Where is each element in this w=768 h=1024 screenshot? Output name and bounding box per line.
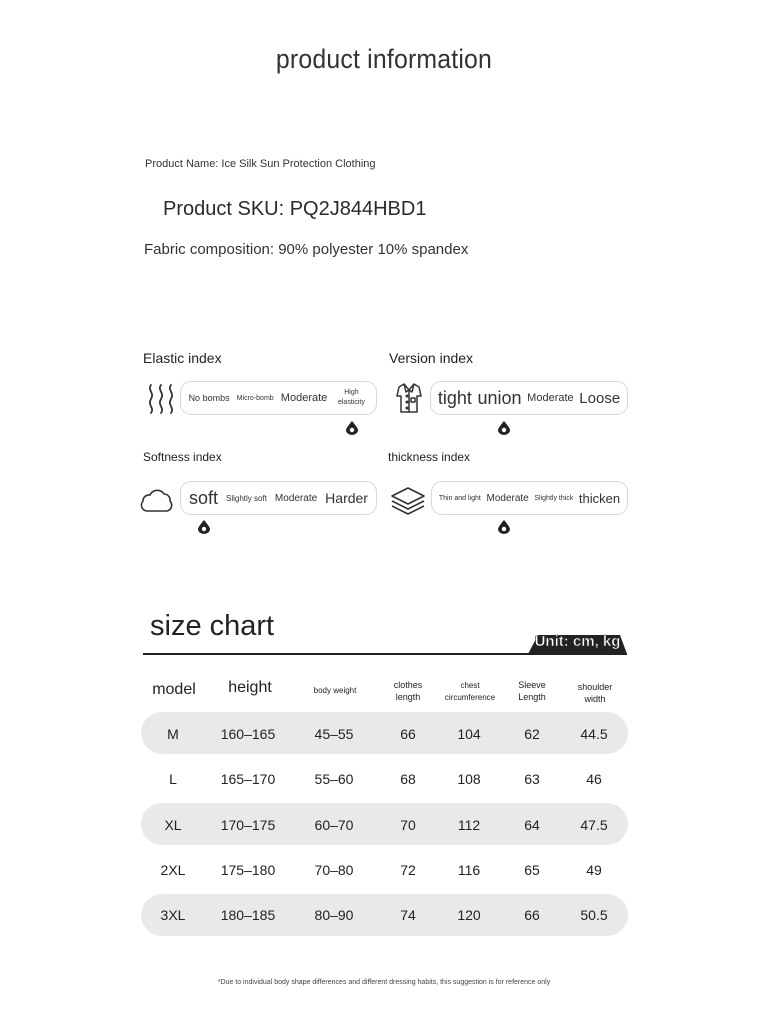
size-chart-title: size chart [150,610,275,642]
version-option: tight [437,387,472,408]
column-header-clothes-length: clothes length [393,680,423,702]
elastic-option: No bombs [188,393,230,403]
fabric-composition: Fabric composition: 90% polyester 10% spandex [144,241,469,258]
selection-marker-icon [498,421,510,435]
cloud-icon [139,486,175,514]
column-header-shoulder-width: shoulder width [577,682,613,704]
cell-height: 180–185 [220,907,276,923]
elastic-option: Moderate [280,392,328,404]
softness-index-title: Softness index [143,450,222,464]
version-option: Moderate [527,392,574,404]
softness-option: Moderate [274,492,318,504]
version-option: union [477,387,522,408]
shirt-icon [395,382,423,414]
column-header-chest: chest circumference [444,681,496,702]
softness-option: Slightly soft [226,493,267,503]
elastic-option: Micro-bomb [236,394,274,402]
cell-shoulder: 44.5 [580,726,608,742]
footnote: *Due to individual body shape differences and different dressing habits, this suggestion is for reference only [217,979,551,986]
selection-marker-icon [346,421,358,435]
cell-chest: 112 [457,817,481,833]
cell-shoulder: 49 [586,862,602,878]
version-index-title: Version index [389,350,474,366]
product-name: Product Name: Ice Silk Sun Protection Clothing [145,158,376,170]
thickness-index-scale [431,481,628,515]
elastic-index-title: Elastic index [143,350,222,366]
cell-clothes-length: 74 [400,907,416,923]
cell-shoulder: 46 [586,771,602,787]
elastic-index-scale [180,381,377,415]
cell-clothes-length: 68 [400,771,416,787]
cell-height: 160–165 [220,726,276,742]
cell-sleeve: 62 [524,726,540,742]
cell-model: M [167,726,179,742]
cell-clothes-length: 70 [400,817,416,833]
unit-label: Unit: cm, kg [534,633,621,650]
cell-sleeve: 63 [524,771,540,787]
cell-height: 175–180 [220,862,276,878]
cell-chest: 108 [457,771,481,787]
cell-shoulder: 47.5 [580,817,608,833]
thickness-index-title: thickness index [388,450,471,464]
cell-body-weight: 55–60 [314,771,354,787]
cell-model: 2XL [160,862,186,878]
softness-option: Harder [325,490,368,506]
cell-chest: 116 [457,862,481,878]
cell-sleeve: 64 [524,817,540,833]
selection-marker-icon [198,520,210,534]
layers-icon [390,486,426,516]
cell-sleeve: 65 [524,862,540,878]
cell-sleeve: 66 [524,907,540,923]
thickness-option: Moderate [486,492,529,504]
thickness-option: Slightly thick [534,494,574,502]
cell-body-weight: 80–90 [314,907,354,923]
cell-height: 165–170 [220,771,276,787]
cell-chest: 104 [457,726,481,742]
cell-body-weight: 45–55 [314,726,354,742]
cell-body-weight: 70–80 [314,862,354,878]
column-header-body-weight: body weight [313,686,357,695]
version-option: Loose [579,389,621,407]
thickness-option: Thin and light [438,494,481,502]
cell-shoulder: 50.5 [580,907,608,923]
cell-model: XL [164,817,182,833]
cell-clothes-length: 66 [400,726,416,742]
cell-clothes-length: 72 [400,862,416,878]
thickness-option: thicken [578,490,621,506]
cell-body-weight: 60–70 [314,817,354,833]
selection-marker-icon [498,520,510,534]
elastic-option: High elasticity [337,389,365,406]
product-sku: Product SKU: PQ2J844HBD1 [163,198,427,220]
column-header-model: model [152,681,196,698]
cell-model: L [169,771,177,787]
version-index-scale [430,381,628,415]
softness-index-scale [180,481,377,515]
cell-chest: 120 [457,907,481,923]
wavy-lines-icon [146,383,176,415]
size-chart-divider [143,653,627,655]
column-header-height: height [228,679,272,696]
cell-height: 170–175 [220,817,276,833]
cell-model: 3XL [160,907,186,923]
page-title: product information [275,44,493,74]
column-header-sleeve-length: Sleeve Length [518,680,546,702]
softness-option: soft [189,487,219,508]
